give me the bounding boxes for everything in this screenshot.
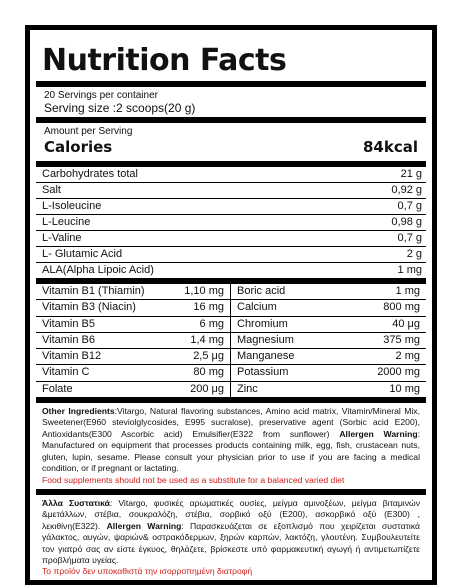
mineral-name: Calcium bbox=[237, 301, 277, 314]
nutrient-value: 1 mg bbox=[397, 264, 422, 276]
vitamin-name: Vitamin B12 bbox=[42, 350, 102, 363]
nutrient-name: L- Glutamic Acid bbox=[42, 248, 123, 260]
mineral-value: 40 μg bbox=[392, 317, 420, 330]
nutrient-value: 0,7 g bbox=[397, 200, 422, 212]
vitamin-row bbox=[36, 349, 230, 365]
greek-ingredients-block bbox=[36, 495, 426, 581]
vitamin-name: Vitamin B1 (Thiamin) bbox=[42, 285, 145, 297]
allergen-heading: Allergen Warning bbox=[339, 428, 418, 439]
mineral-row bbox=[231, 317, 426, 333]
mineral-name: Boric acid bbox=[237, 285, 286, 297]
vitamin-name: Vitamin B3 (Niacin) bbox=[42, 301, 136, 314]
mineral-row bbox=[231, 382, 426, 397]
vitamin-row bbox=[36, 284, 230, 300]
nutrient-row bbox=[36, 199, 426, 215]
vitamin-row bbox=[36, 382, 230, 397]
greek-allergen-heading: Allergen Warning bbox=[106, 520, 182, 531]
ingredients-text: :Vitargo, Natural flavoring substances, Amino acid matrix, Vitamin/Mineral Mix, Sweetener(E960 steviolglycosides, E995 sucralose), preservative agent (Sorbic acid E200), Antioxidants(E300 Ascorbic acid) Emulsifier(E322 from sunflower) bbox=[42, 406, 420, 439]
nutrient-row bbox=[36, 231, 426, 247]
vitamin-value: 200 μg bbox=[190, 382, 224, 395]
calories-row bbox=[36, 138, 426, 161]
vitamin-name: Vitamin B5 bbox=[42, 317, 95, 330]
nutrient-list bbox=[36, 167, 426, 278]
nutrient-name: L-Isoleucine bbox=[42, 200, 102, 212]
serving-size: Serving size :2 scoops(20 g) bbox=[44, 101, 196, 115]
mineral-row bbox=[231, 284, 426, 300]
ingredients-heading: Other Ingredients bbox=[42, 406, 115, 417]
greek-diet-warning: Το προϊόν δεν υποκαθιστά την ισορροπημένη διατροφή bbox=[42, 566, 253, 577]
diet-warning: Food supplements should not be used as a substitute for a balanced varied diet bbox=[42, 474, 345, 485]
nutrient-row bbox=[36, 167, 426, 183]
mineral-value: 800 mg bbox=[383, 301, 420, 314]
vitamin-row bbox=[36, 365, 230, 381]
vitamin-name: Folate bbox=[42, 382, 73, 395]
vitamins-column bbox=[36, 284, 231, 397]
nutrient-value: 0,98 g bbox=[391, 216, 422, 228]
nutrition-facts-label bbox=[25, 25, 437, 585]
english-ingredients-block bbox=[36, 403, 426, 489]
mineral-value: 2000 mg bbox=[377, 366, 420, 379]
mineral-name: Potassium bbox=[237, 366, 289, 379]
nutrient-value: 2 g bbox=[406, 248, 422, 260]
vitamin-value: 2,5 μg bbox=[193, 350, 224, 363]
vitamin-value: 1,10 mg bbox=[184, 285, 224, 297]
mineral-name: Chromium bbox=[237, 317, 288, 330]
greek-ingredients-text: : Vitargo, φυσικές αρωματικές ουσίες, μείγμα αμινοξέων, μείγμα βιταμινών &μετάλλων, στέβια, σουκραλόζη, στέβια, σορβικό οξύ (Ε200), ασκορβικό οξύ (Ε300) , λεκιθίνη(Ε322). bbox=[42, 497, 421, 531]
allergen-text: : Manufactured on equipment that processes products containing milk, egg, fish, crustacean nuts, gluten, lupin, sesame. Please consult your physician prior to use if you are facing a medical condition, or if pregnant or lactating. bbox=[42, 428, 421, 474]
nutrient-value: 0,92 g bbox=[391, 184, 422, 196]
nutrient-row bbox=[36, 247, 426, 263]
vitamin-value: 16 mg bbox=[193, 301, 224, 314]
vitamin-row bbox=[36, 333, 230, 349]
greek-ingredients-heading: Άλλα Συστατικά bbox=[42, 497, 110, 508]
amount-per-serving: Amount per Serving bbox=[44, 126, 133, 137]
nutrient-name: Carbohydrates total bbox=[42, 168, 138, 180]
nutrient-name: L-Valine bbox=[42, 232, 82, 244]
mineral-name: Zinc bbox=[237, 382, 258, 395]
mineral-row bbox=[231, 333, 426, 349]
vitamin-value: 80 mg bbox=[193, 366, 224, 379]
calories-value: 84kcal bbox=[362, 138, 418, 156]
vitamin-name: Vitamin C bbox=[42, 366, 90, 379]
label-title: Nutrition Facts bbox=[42, 43, 287, 78]
mineral-row bbox=[231, 365, 426, 381]
mineral-value: 375 mg bbox=[383, 333, 420, 346]
nutrient-row bbox=[36, 215, 426, 231]
minerals-column bbox=[231, 284, 426, 397]
vitamin-row bbox=[36, 317, 230, 333]
mineral-name: Manganese bbox=[237, 350, 295, 363]
nutrient-name: Salt bbox=[42, 184, 61, 196]
nutrient-row bbox=[36, 263, 426, 278]
mineral-value: 1 mg bbox=[395, 285, 420, 297]
nutrient-name: ALA(Alpha Lipoic Acid) bbox=[42, 264, 154, 276]
nutrient-name: L-Leucine bbox=[42, 216, 91, 228]
nutrient-value: 0,7 g bbox=[397, 232, 422, 244]
nutrient-value: 21 g bbox=[400, 168, 422, 180]
vitamin-name: Vitamin B6 bbox=[42, 333, 95, 346]
servings-per-container: 20 Servings per container bbox=[44, 90, 158, 101]
nutrient-row bbox=[36, 183, 426, 199]
mineral-name: Magnesium bbox=[237, 333, 294, 346]
mineral-value: 10 mg bbox=[389, 382, 420, 395]
calories-label: Calories bbox=[44, 138, 113, 156]
vitamin-value: 6 mg bbox=[199, 317, 224, 330]
vitamin-row bbox=[36, 300, 230, 316]
mineral-value: 2 mg bbox=[395, 350, 420, 363]
mineral-row bbox=[231, 349, 426, 365]
micronutrient-grid bbox=[36, 284, 426, 397]
greek-allergen-text: : Παρασκευάζεται σε εξοπλισμό που χειρίζεται συστατικά γάλακτος, αυγών, ψαριών& οστρακόδερμων, ξηρών καρπών, λακτόζη, γλουτένη. Συμβουλευτείτε τον γιατρό σας αν είστε έγκυος, θηλάζετε, βρίσκεστε υπό φαρμακευτική αγωγή ή αντιμετωπίζετε προβλήματα υγείας. bbox=[42, 520, 420, 565]
vitamin-value: 1,4 mg bbox=[190, 333, 224, 346]
mineral-row bbox=[231, 300, 426, 316]
